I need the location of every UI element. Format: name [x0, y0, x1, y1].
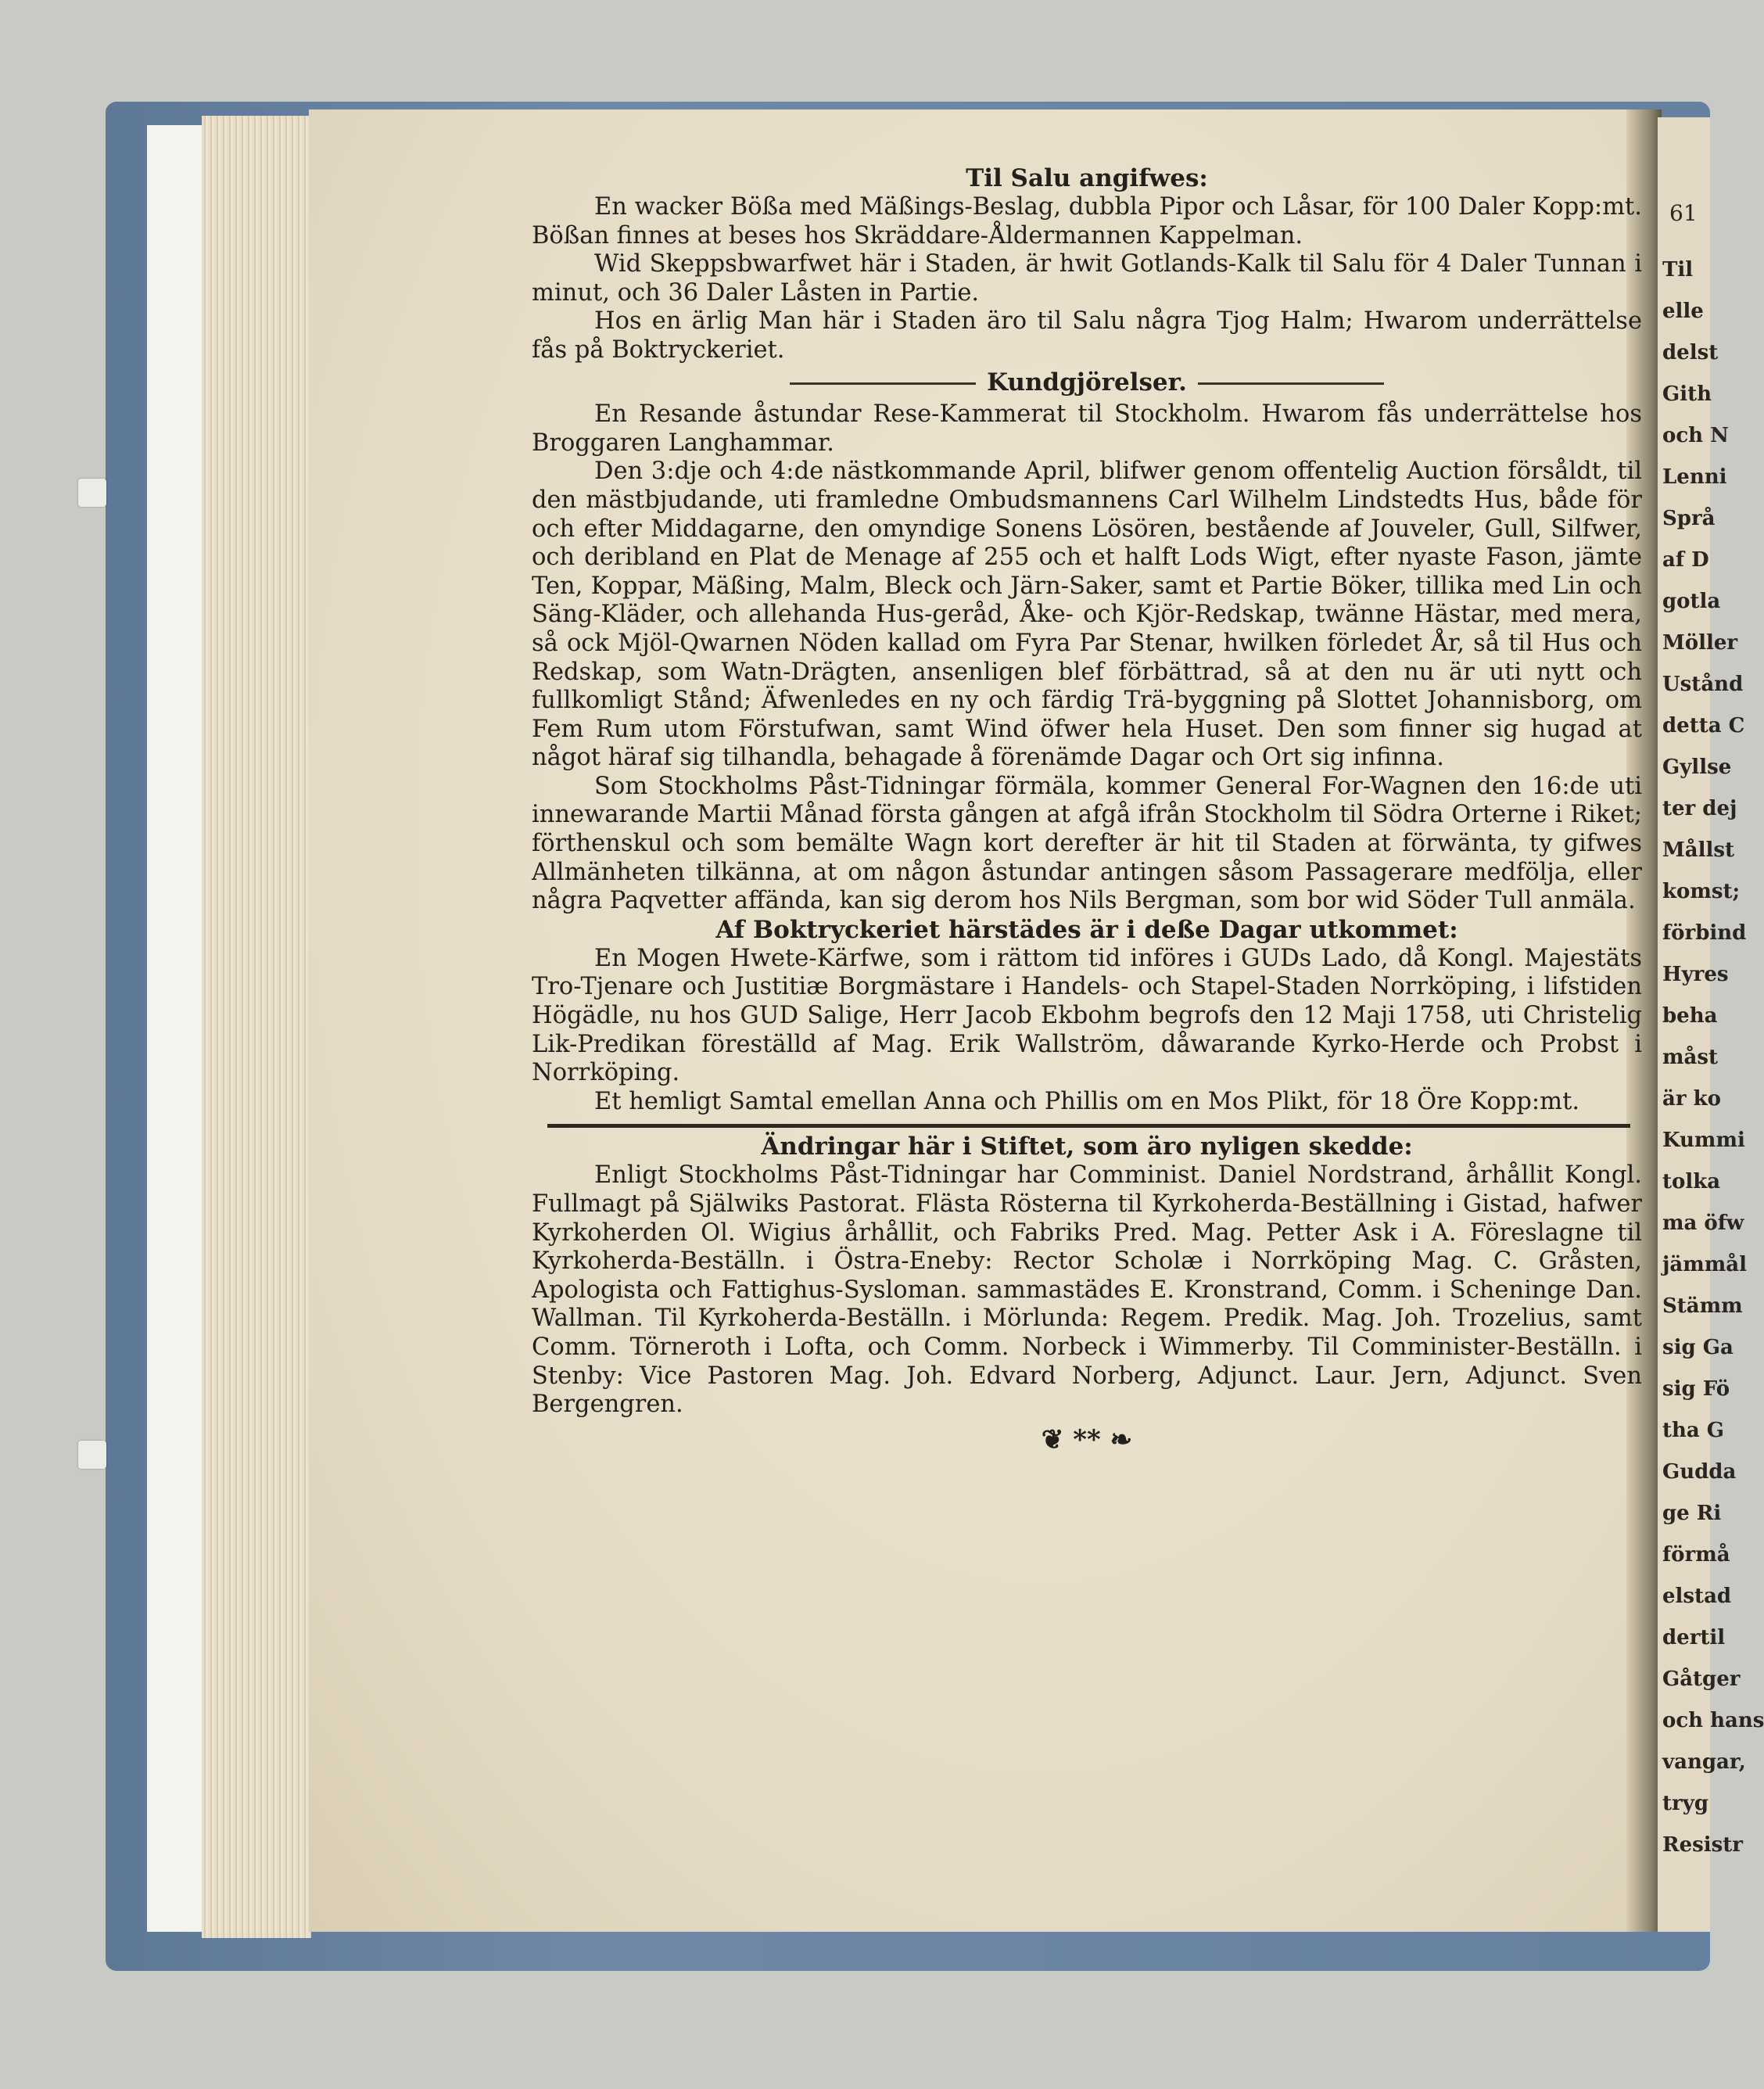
- right-page-fragment: Hyres: [1662, 963, 1729, 986]
- press-item: En Mogen Hwete-Kärfwe, som i rättom tid införes i GUDs Lado, då Kongl. Majestäts Tro-Tjenare och Justitiæ Borgmästare i Handels- och Stapel-Staden Norrköping, i lifstiden Högädle, nu hos GUD Salige, Herr Jacob Ekbohm begrofs den 12 Maji 1758, uti Christelig Lik-Predikan föreställd af Mag. Erik Wallström, dåwarande Kyrko-Herde och Probst i Norrköping.: [532, 944, 1642, 1087]
- right-page-fragment: Stämm: [1662, 1294, 1743, 1318]
- sale-item: Hos en ärlig Man här i Staden äro til Salu några Tjog Halm; Hwarom underrättelse fås på Boktryckeriet.: [532, 307, 1642, 364]
- right-page-fragment: Gith: [1662, 382, 1712, 406]
- notice: Den 3:dje och 4:de nästkommande April, blifwer genom offentelig Auction försåldt, til den mästbjudande, uti framledne Ombudsmannens Carl Wilhelm Lindstedts Hus, både för och efter Middagarne, den omyndige Sonens Lösören, bestående af Jouveler, Gull, Silfwer, och deribland en Plat de Menage af 255 och et halft Lods Wigt, efter nyaste Fason, jämte Ten, Koppar, Mäßing, Malm, Bleck och Järn-Saker, samt et Partie Böker, tillika med Lin och Säng-Kläder, och allehanda Hus-geråd, Åke- och Kjör-Redskap, twänne Hästar, med mera, så ock Mjöl-Qwarnen Nöden kallad om Fyra Par Stenar, hwilken förledet År, så til Hus och Redskap, som Watn-Drägten, ansenligen blef förbättrad, så at den nu är uti nytt och fullkomligt Stånd; Äfwenledes en ny och färdig Trä-byggning på Slottet Johannisborg, om Fem Rum utom Förstufwan, samt Wind öfwer hela Huset. Den som finner sig hugad at något häraf sig tilhandla, behagade å förenämde Dagar och Ort sig infinna.: [532, 458, 1642, 772]
- notices-heading-row: [532, 368, 1642, 398]
- right-page-fragment: elle: [1662, 300, 1704, 323]
- right-page-fragment: förbind: [1662, 921, 1747, 945]
- right-page-fragment: Gudda: [1662, 1460, 1737, 1484]
- changes-heading: Ändringar här i Stiftet, som äro nyligen skedde:: [761, 1132, 1413, 1161]
- changes-text: Enligt Stockholms Påst-Tidningar har Comminist. Daniel Nordstrand, århållit Kongl. Fullmagt på Själwiks Pastorat. Flästa Rösterna til Kyrkoherda-Beställning i Gistad, hafwer Kyrkoherden Ol. Wigius århållit, och Fabriks Pred. Mag. Petter Ask i A. Föreslagne til Kyrkoherda-Beställn. i Östra-Eneby: Rector Scholæ i Norrköping Mag. C. Gråsten, Apologista och Fattighus-Sysloman. sammastädes E. Kronstrand, Comm. i Scheninge Dan. Wallman. Til Kyrkoherda-Beställn. i Mörlunda: Regem. Predik. Mag. Joh. Trozelius, samt Comm. Törneroth i Lofta, och Comm. Norbeck i Wimmerby. Til Comminister-Beställn. i Stenby: Vice Pastoren Mag. Joh. Edvard Norberg, Adjunct. Laur. Jern, Adjunct. Sven Bergengren.: [532, 1161, 1642, 1419]
- right-page: [1658, 117, 1764, 1932]
- notice: En Resande åstundar Rese-Kammerat til Stockholm. Hwarom fås underrättelse hos Broggaren Langhammar.: [532, 400, 1642, 457]
- right-page-fragment: Kummi: [1662, 1129, 1745, 1152]
- page-clip-bottom: [78, 1441, 106, 1469]
- divider: [1198, 382, 1384, 385]
- page-edges: [202, 116, 311, 1938]
- right-page-fragment: beha: [1662, 1004, 1718, 1028]
- right-page-fragment: Språ: [1662, 507, 1716, 530]
- sale-heading: Til Salu angifwes:: [966, 164, 1208, 192]
- right-page-fragment: tryg: [1662, 1792, 1708, 1815]
- right-page-fragment: tha G: [1662, 1419, 1725, 1442]
- page-text: [532, 164, 1642, 1454]
- section-divider: [547, 1124, 1630, 1128]
- page-number: 61: [1669, 200, 1698, 226]
- right-page-fragment: Resistr: [1662, 1833, 1744, 1857]
- right-page-fragment: Til: [1662, 258, 1694, 282]
- right-page-fragment: elstad: [1662, 1585, 1732, 1608]
- right-page-fragment: och hans: [1662, 1709, 1764, 1732]
- right-page-fragment: ter dej: [1662, 797, 1737, 820]
- notices-heading: Kundgjörelser.: [987, 368, 1187, 397]
- press-item: Et hemligt Samtal emellan Anna och Phillis om en Mos Plikt, för 18 Öre Kopp:mt.: [594, 1087, 1580, 1115]
- sale-item: Wid Skeppsbwarfwet här i Staden, är hwit Gotlands-Kalk til Salu för 4 Daler Tunnan i minut, och 36 Daler Låsten in Partie.: [532, 250, 1642, 307]
- right-page-fragment: och N: [1662, 424, 1729, 447]
- right-page-fragment: är ko: [1662, 1087, 1721, 1111]
- right-page-fragment: vangar,: [1662, 1750, 1746, 1774]
- right-page-fragment: Ustånd: [1662, 673, 1744, 696]
- press-heading: Af Boktryckeriet härstädes är i deße Dagar utkommet:: [715, 915, 1458, 944]
- right-page-fragment: gotla: [1662, 590, 1721, 613]
- right-page-fragment: Lenni: [1662, 465, 1727, 489]
- right-page-fragment: komst;: [1662, 880, 1741, 903]
- right-page-fragment: tolka: [1662, 1170, 1721, 1193]
- divider: [790, 382, 976, 385]
- right-page-fragment: dertil: [1662, 1626, 1726, 1649]
- right-page-fragment: ge Ri: [1662, 1502, 1722, 1525]
- right-page-fragment: förmå: [1662, 1543, 1730, 1567]
- right-page-fragment: jämmål: [1662, 1253, 1747, 1276]
- right-page-fragment: Möller: [1662, 631, 1738, 655]
- ornament: ❦ ** ❧: [1041, 1423, 1133, 1455]
- right-page-fragment: Gyllse: [1662, 756, 1732, 779]
- page-clip-top: [78, 479, 106, 507]
- right-page-fragment: sig Ga: [1662, 1336, 1734, 1359]
- right-page-fragment: måst: [1662, 1046, 1719, 1069]
- right-page-fragment: sig Fö: [1662, 1377, 1730, 1401]
- right-page-fragment: af D: [1662, 548, 1709, 572]
- sale-item: En wacker Bößa med Mäßings-Beslag, dubbla Pipor och Låsar, för 100 Daler Kopp:mt. Bößan finnes at beses hos Skräddare-Åldermannen Kappelman.: [532, 193, 1642, 249]
- right-page-fragment: detta C: [1662, 714, 1745, 738]
- right-page-fragment: Mållst: [1662, 838, 1735, 862]
- right-page-fragment: Gåtger: [1662, 1667, 1741, 1691]
- end-paper: [147, 125, 202, 1932]
- right-page-fragment: ma öfw: [1662, 1211, 1744, 1235]
- notice: Som Stockholms Påst-Tidningar förmäla, kommer General For-Wagnen den 16:de uti innewarande Martii Månad första gången at afgå ifrån Stockholm til Södra Orterne i Riket; förthenskul och som bemälte Wagn kort derefter är hit til Staden at förwänta, ty gifwes Allmänheten tilkänna, at om någon åstundar antingen såsom Passagerare medfölja, eller några Paqvetter affända, kan sig derom hos Nils Bergman, som bor wid Söder Tull anmäla.: [532, 772, 1642, 915]
- right-page-fragment: delst: [1662, 341, 1719, 364]
